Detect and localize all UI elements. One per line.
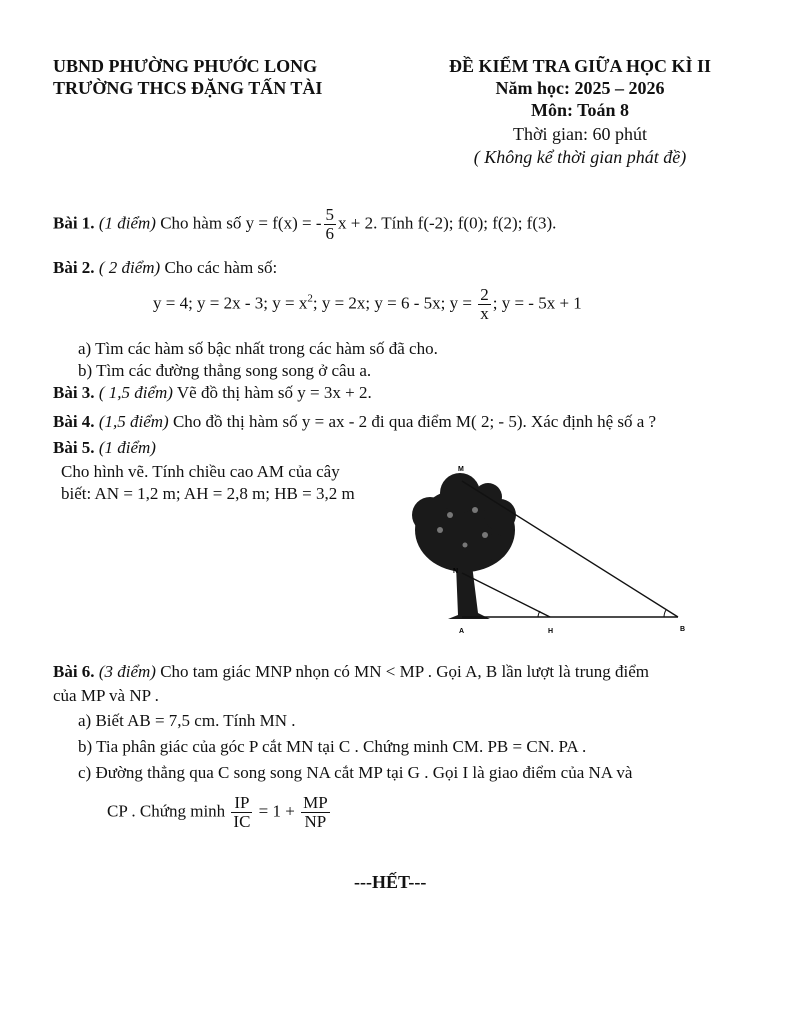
problem-1-function-tail: x + 2 bbox=[338, 213, 374, 233]
exam-title: ĐỀ KIỂM TRA GIỮA HỌC KÌ II bbox=[448, 56, 712, 76]
angle-mark-B bbox=[664, 610, 666, 617]
problem-1-compute: f(-2); f(0); f(2); f(3). bbox=[417, 213, 557, 233]
problem-6-line2: của MP và NP . bbox=[53, 686, 159, 705]
problem-2-part-b: b) Tìm các đường thẳng song song ở câu a. bbox=[78, 361, 372, 380]
problem-4-points: (1,5 điểm) bbox=[98, 412, 169, 431]
problem-6-points: (3 điểm) bbox=[98, 662, 156, 681]
subject: Môn: Toán 8 bbox=[530, 100, 630, 120]
tree-figure bbox=[400, 455, 700, 645]
fraction-numerator: 2 bbox=[480, 285, 489, 304]
problem-6-label: Bài 6. bbox=[53, 662, 95, 681]
fraction-numerator: MP bbox=[303, 793, 328, 812]
fraction-numerator: IP bbox=[231, 794, 252, 813]
problem-5-heading bbox=[53, 438, 156, 458]
problem-5-label: Bài 5. bbox=[53, 438, 95, 457]
problem-5-line2: biết: AN = 1,2 m; AH = 2,8 m; HB = 3,2 m bbox=[61, 484, 355, 503]
problem-6-part-c: c) Đường thẳng qua C song song NA cắt MP tại G . Gọi I là giao điểm của NA và bbox=[78, 763, 633, 782]
school-name: TRƯỜNG THCS ĐẶNG TẤN TÀI bbox=[53, 78, 323, 98]
exponent: 2 bbox=[307, 292, 313, 305]
fraction-ip-ic bbox=[231, 794, 252, 831]
problem-2-points: ( 2 điểm) bbox=[98, 258, 161, 277]
problem-1-points: (1 điểm) bbox=[98, 213, 156, 233]
problem-5-line1: Cho hình vẽ. Tính chiều cao AM của cây bbox=[61, 462, 340, 481]
equals-one-plus: = 1 + bbox=[258, 801, 295, 821]
label-M: M bbox=[458, 466, 464, 473]
label-A: A bbox=[459, 628, 465, 635]
problem-6-part-b: b) Tia phân giác của góc P cắt MN tại C . Chứng minh CM. PB = CN. PA . bbox=[78, 737, 587, 756]
problem-2-fraction bbox=[478, 286, 491, 323]
problem-6-part-a: a) Biết AB = 7,5 cm. Tính MN . bbox=[78, 711, 296, 730]
problem-4-text: Cho đồ thị hàm số y = ax - 2 đi qua điểm M( 2; - 5). Xác định hệ số a ? bbox=[172, 412, 657, 431]
problem-6-line1 bbox=[53, 662, 649, 682]
end-marker: ---HẾT--- bbox=[354, 872, 427, 892]
problem-6-text: Cho tam giác MNP nhọn có MN < MP . Gọi A, B lần lượt là trung điểm bbox=[160, 662, 650, 681]
problem-3-label: Bài 3. bbox=[53, 383, 95, 402]
fraction-numerator: 5 bbox=[325, 205, 334, 224]
problem-5-points: (1 điểm) bbox=[98, 438, 156, 457]
problem-1-text-b: . Tính bbox=[373, 213, 414, 233]
problem-1-function: y = f(x) = - bbox=[245, 213, 322, 233]
fraction-denominator: NP bbox=[304, 811, 327, 831]
problem-4-label: Bài 4. bbox=[53, 412, 95, 431]
problem-1-text: Cho hàm số bbox=[160, 213, 242, 233]
functions-part-b: ; y = 2x; y = 6 - 5x; y = bbox=[312, 293, 472, 313]
duration-note: ( Không kể thời gian phát đề) bbox=[473, 147, 687, 167]
fraction-mp-np bbox=[301, 794, 330, 831]
functions-part-c: ; y = - 5x + 1 bbox=[492, 293, 582, 313]
problem-2-label: Bài 2. bbox=[53, 258, 95, 277]
problem-3-points: ( 1,5 điểm) bbox=[98, 383, 173, 402]
problem-3-text: Vẽ đồ thị hàm số y = 3x + 2. bbox=[176, 383, 372, 402]
problem-2-heading bbox=[53, 258, 277, 278]
label-H: H bbox=[548, 628, 554, 635]
fraction-denominator: IC bbox=[233, 811, 251, 831]
functions-part-a: y = 4; y = 2x - 3; y = x bbox=[153, 293, 308, 313]
fraction-denominator: x bbox=[480, 303, 489, 323]
problem-3 bbox=[53, 383, 372, 403]
duration: Thời gian: 60 phút bbox=[512, 124, 647, 144]
fraction-denominator: 6 bbox=[325, 223, 334, 243]
problem-6-part-c-proof bbox=[107, 794, 332, 831]
school-year: Năm học: 2025 – 2026 bbox=[495, 78, 665, 98]
problem-2-part-a: a) Tìm các hàm số bậc nhất trong các hàm số đã cho. bbox=[78, 339, 438, 358]
tree-foliage-icon bbox=[412, 473, 516, 572]
authority-name: UBND PHƯỜNG PHƯỚC LONG bbox=[53, 56, 318, 76]
problem-1-label: Bài 1. bbox=[53, 213, 95, 233]
problem-2-text: Cho các hàm số: bbox=[164, 258, 278, 277]
label-B: B bbox=[680, 626, 686, 633]
problem-1-fraction bbox=[324, 206, 337, 243]
proof-text: CP . Chứng minh bbox=[107, 801, 226, 821]
problem-2-functions bbox=[153, 286, 582, 323]
problem-1 bbox=[53, 206, 556, 243]
problem-4 bbox=[53, 412, 656, 432]
label-N: N bbox=[453, 568, 459, 575]
